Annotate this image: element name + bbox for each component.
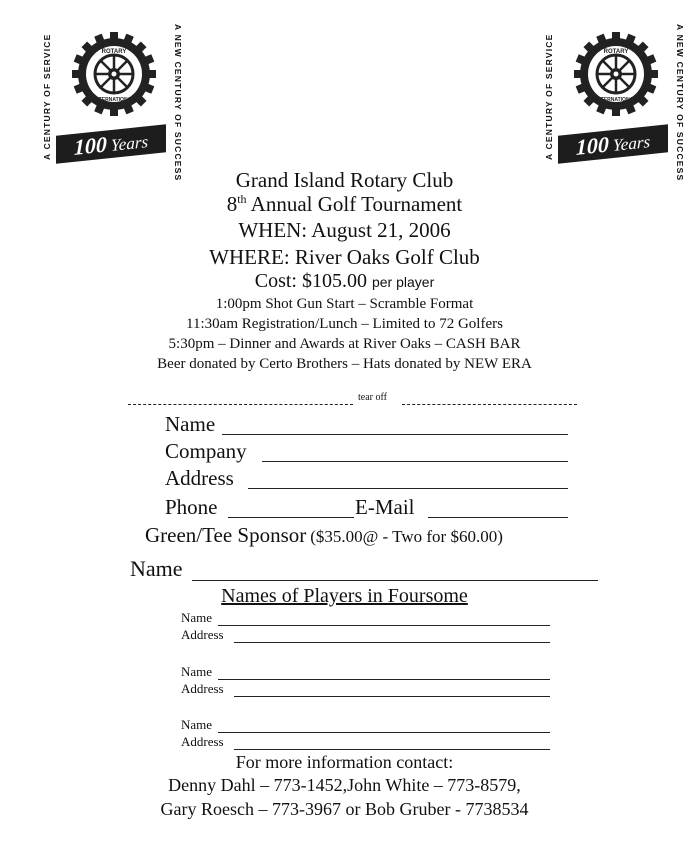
address-field[interactable]: [248, 488, 568, 489]
sponsor-name-field[interactable]: [192, 580, 598, 581]
phone-label: Phone: [165, 495, 218, 519]
rotary-logo-right: [544, 22, 685, 182]
name-label: Name: [165, 412, 216, 436]
contact-line-2: Gary Roesch – 773-3967 or Bob Gruber - 7738534: [160, 799, 529, 819]
schedule-start: 1:00pm Shot Gun Start – Scramble Format: [215, 296, 474, 312]
banner-word: Years: [110, 132, 149, 156]
player-3-name-label: Name: [181, 717, 213, 732]
email-field[interactable]: [428, 517, 568, 518]
centennial-banner: [558, 124, 668, 164]
company-field[interactable]: [262, 461, 568, 462]
player-1-name-label: Name: [181, 610, 213, 625]
ring-top-text: ROTARY: [101, 49, 127, 55]
cost-value: Cost: $105.00: [254, 270, 367, 292]
sponsor-row: [145, 523, 503, 548]
email-label: E-Mail: [355, 495, 415, 519]
ring-bottom-text: INTERNATIONAL: [595, 97, 637, 103]
company-label: Company: [165, 439, 247, 463]
centennial-banner: [56, 124, 166, 164]
rotary-wheel-icon: [572, 30, 660, 118]
banner-number: 100: [575, 131, 609, 160]
sponsor-price: ($35.00@ - Two for $60.00): [310, 527, 503, 546]
contact-heading: For more information contact:: [235, 752, 454, 772]
cost-unit: per player: [371, 274, 435, 290]
schedule-registration: 11:30am Registration/Lunch – Limited to 72 Golfers: [186, 316, 503, 332]
event-where: WHERE: River Oaks Golf Club: [209, 245, 480, 269]
event-when: WHEN: August 21, 2006: [238, 218, 451, 242]
player-1-name-field[interactable]: [218, 625, 550, 626]
player-2-address-label: Address: [181, 681, 224, 696]
rotary-logo-left: [42, 22, 183, 182]
logo-right-side-text: A NEW CENTURY OF SUCCESS: [173, 24, 183, 182]
sponsor-label: Green/Tee Sponsor: [145, 523, 307, 547]
contact-line-1: Denny Dahl – 773-1452,John White – 773-8579,: [168, 775, 521, 795]
sponsor-name-label: Name: [130, 556, 183, 581]
sponsors-note: Beer donated by Certo Brothers – Hats donated by NEW ERA: [157, 356, 532, 372]
name-field[interactable]: [222, 434, 568, 435]
address-label: Address: [165, 466, 234, 490]
player-3-name-field[interactable]: [218, 732, 550, 733]
club-title: Grand Island Rotary Club: [235, 168, 454, 192]
rotary-wheel-icon: [70, 30, 158, 118]
tear-line-left: [128, 404, 353, 405]
event-ordinal: 8: [226, 192, 238, 216]
tear-off-label: tear off: [358, 392, 387, 403]
logo-left-side-text: A CENTURY OF SERVICE: [544, 33, 554, 160]
event-name: Annual Golf Tournament: [250, 192, 463, 216]
players-heading: Names of Players in Foursome: [221, 585, 468, 607]
player-3-address-label: Address: [181, 734, 224, 749]
logo-right-side-text: A NEW CENTURY OF SUCCESS: [675, 24, 685, 182]
schedule-dinner: 5:30pm – Dinner and Awards at River Oaks – CASH BAR: [168, 336, 521, 352]
player-2-address-field[interactable]: [234, 696, 550, 697]
ring-top-text: ROTARY: [603, 49, 629, 55]
event-cost: [0, 270, 689, 293]
player-2-name-label: Name: [181, 664, 213, 679]
event-title: [0, 192, 689, 217]
tear-line-right: [402, 404, 577, 405]
player-3-address-field[interactable]: [234, 749, 550, 750]
banner-number: 100: [73, 131, 107, 160]
logo-left-side-text: A CENTURY OF SERVICE: [42, 33, 52, 160]
ring-bottom-text: INTERNATIONAL: [93, 97, 135, 103]
player-1-address-field[interactable]: [234, 642, 550, 643]
player-1-address-label: Address: [181, 627, 224, 642]
player-2-name-field[interactable]: [218, 679, 550, 680]
event-ordinal-suffix: th: [237, 192, 247, 206]
phone-field[interactable]: [228, 517, 354, 518]
banner-word: Years: [612, 132, 651, 156]
